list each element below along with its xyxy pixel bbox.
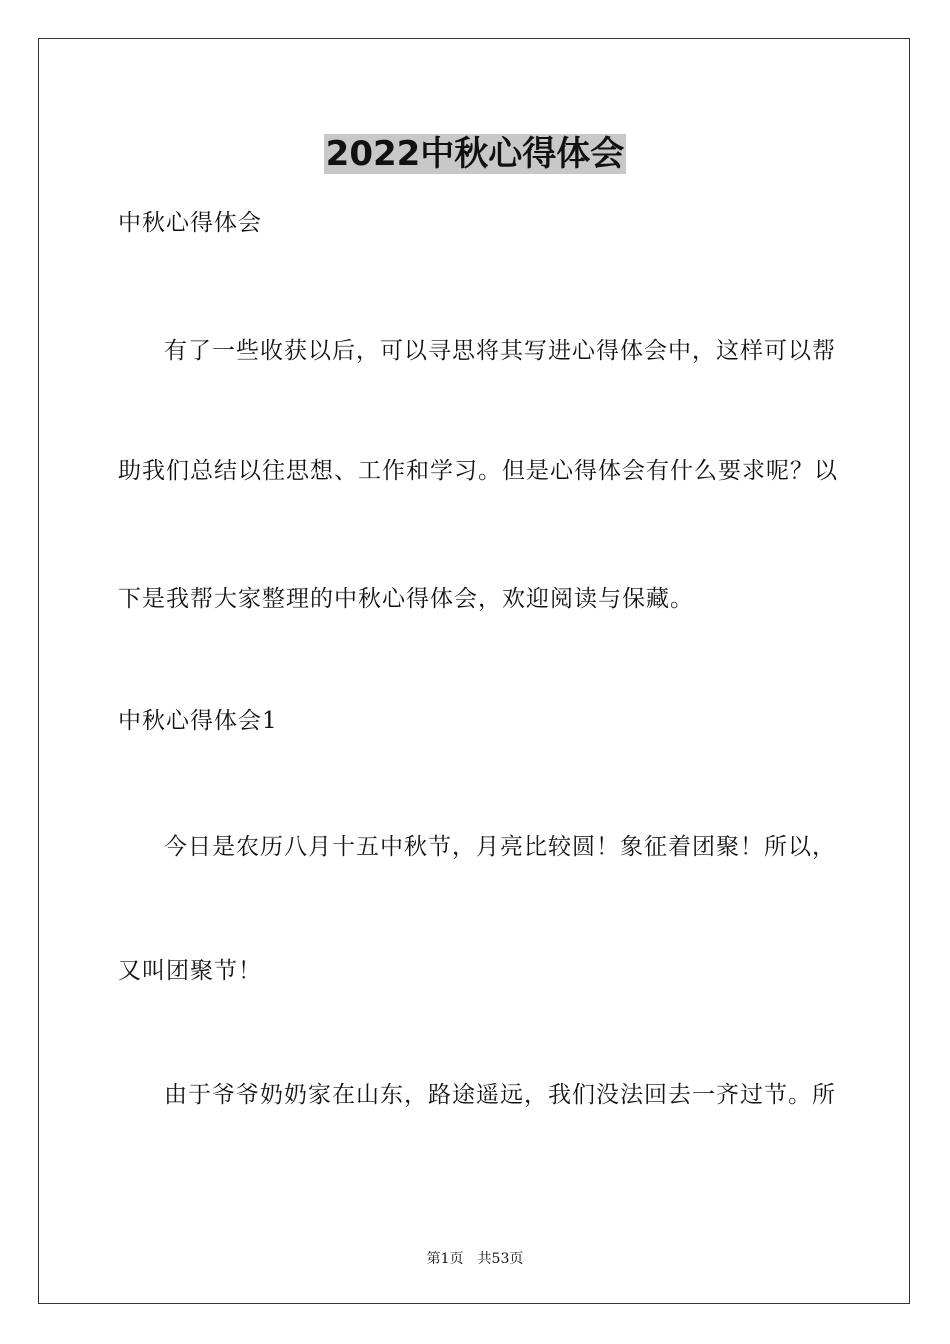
subtitle-line: 中秋心得体会 <box>118 210 262 236</box>
document-title: 2022中秋心得体会 <box>325 134 625 174</box>
paragraph-line: 由于爷爷奶奶家在山东，路途遥远，我们没法回去一齐过节。所 <box>164 1082 836 1108</box>
section-heading: 中秋心得体会1 <box>118 708 278 734</box>
paragraph-line: 下是我帮大家整理的中秋心得体会，欢迎阅读与保藏。 <box>118 586 694 612</box>
paragraph-line: 助我们总结以往思想、工作和学习。但是心得体会有什么要求呢？以 <box>118 458 838 484</box>
paragraph-line: 今日是农历八月十五中秋节，月亮比较圆！象征着团聚！所以， <box>164 834 836 860</box>
paragraph-line: 有了一些收获以后，可以寻思将其写进心得体会中，这样可以帮 <box>164 338 836 364</box>
page-number-footer: 第1页 共53页 <box>426 1251 524 1267</box>
paragraph-line: 又叫团聚节！ <box>118 958 262 984</box>
document-title-block <box>0 126 950 175</box>
